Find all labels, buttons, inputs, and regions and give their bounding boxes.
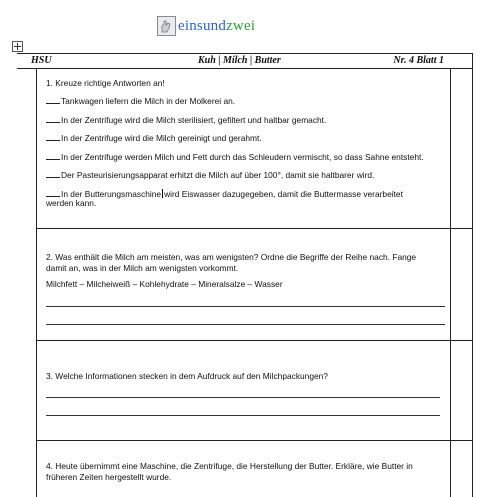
check-blank[interactable] [46, 115, 60, 123]
header-topic: Kuh | Milch | Butter [198, 55, 281, 66]
row-divider [36, 440, 473, 441]
logo-hand-icon [157, 16, 176, 36]
header-sheet-number: Nr. 4 Blatt 1 [393, 55, 444, 66]
table-border-right [450, 68, 451, 497]
logo-text: einsundzwei [178, 17, 256, 34]
task-3-title: 3. Welche Informationen stecken in dem Aufdruck auf den Milchpackungen? [46, 371, 328, 381]
table-border-left [36, 68, 37, 497]
table-move-handle-icon[interactable] [12, 41, 23, 52]
task-4-title-line-2: früheren Zeiten hergestellt wurde. [46, 472, 172, 482]
answer-line[interactable] [46, 415, 440, 416]
task-2-terms: Milchfett – Milcheiweiß – Kohlehydrate – Mineralsalze – Wasser [46, 279, 283, 289]
check-blank[interactable] [46, 152, 60, 160]
task-4 [46, 461, 446, 491]
checkbox-item-continued: werden kann. [46, 198, 97, 208]
answer-line[interactable] [46, 324, 445, 325]
task-4-title-line-1: 4. Heute übernimmt eine Maschine, die Zentrifuge, die Herstellung der Butter. Erkläre, wie Butter in [46, 461, 413, 471]
answer-line[interactable] [46, 397, 440, 398]
task-1 [46, 78, 446, 218]
check-blank[interactable] [46, 133, 60, 141]
check-blank[interactable] [46, 170, 60, 178]
task-2 [46, 252, 446, 332]
checkbox-item[interactable]: Der Pasteurisierungsapparat erhitzt die Milch auf über 100°, damit sie haltbarer wird. [46, 170, 374, 181]
check-blank[interactable] [46, 96, 60, 104]
checkbox-item[interactable]: Tankwagen liefern die Milch in der Molkerei an. [46, 96, 235, 107]
header-subject: HSU [31, 55, 52, 66]
checkbox-item[interactable]: In der Butterungsmaschine wird Eiswasser dazugegeben, damit die Buttermasse verarbeitet [46, 189, 403, 200]
checkbox-item[interactable]: In der Zentrifuge wird die Milch gereinigt und gerahmt. [46, 133, 262, 144]
checkbox-item[interactable]: In der Zentrifuge wird die Milch sterilisiert, gefiltert und haltbar gemacht. [46, 115, 326, 126]
task-2-title-line-2: damit an, was in der Milch am wenigsten vorkommt. [46, 263, 239, 273]
task-1-title: 1. Kreuze richtige Antworten an! [46, 78, 165, 88]
text-cursor [162, 189, 163, 198]
task-3 [46, 371, 446, 391]
checkbox-item[interactable]: In der Zentrifuge werden Milch und Fett durch das Schleudern vermischt, so dass Sahne entsteht. [46, 152, 424, 163]
check-blank[interactable] [46, 189, 60, 197]
row-divider [36, 228, 473, 229]
worksheet-header [17, 53, 472, 69]
row-divider [36, 340, 473, 341]
table-border-outer [472, 53, 473, 497]
answer-line[interactable] [46, 306, 445, 307]
document-page [18, 0, 480, 497]
logo [157, 14, 255, 38]
task-2-title-line-1: 2. Was enthält die Milch am meisten, was am wenigsten? Ordne die Begriffe der Reihe nach. Fange [46, 252, 417, 262]
